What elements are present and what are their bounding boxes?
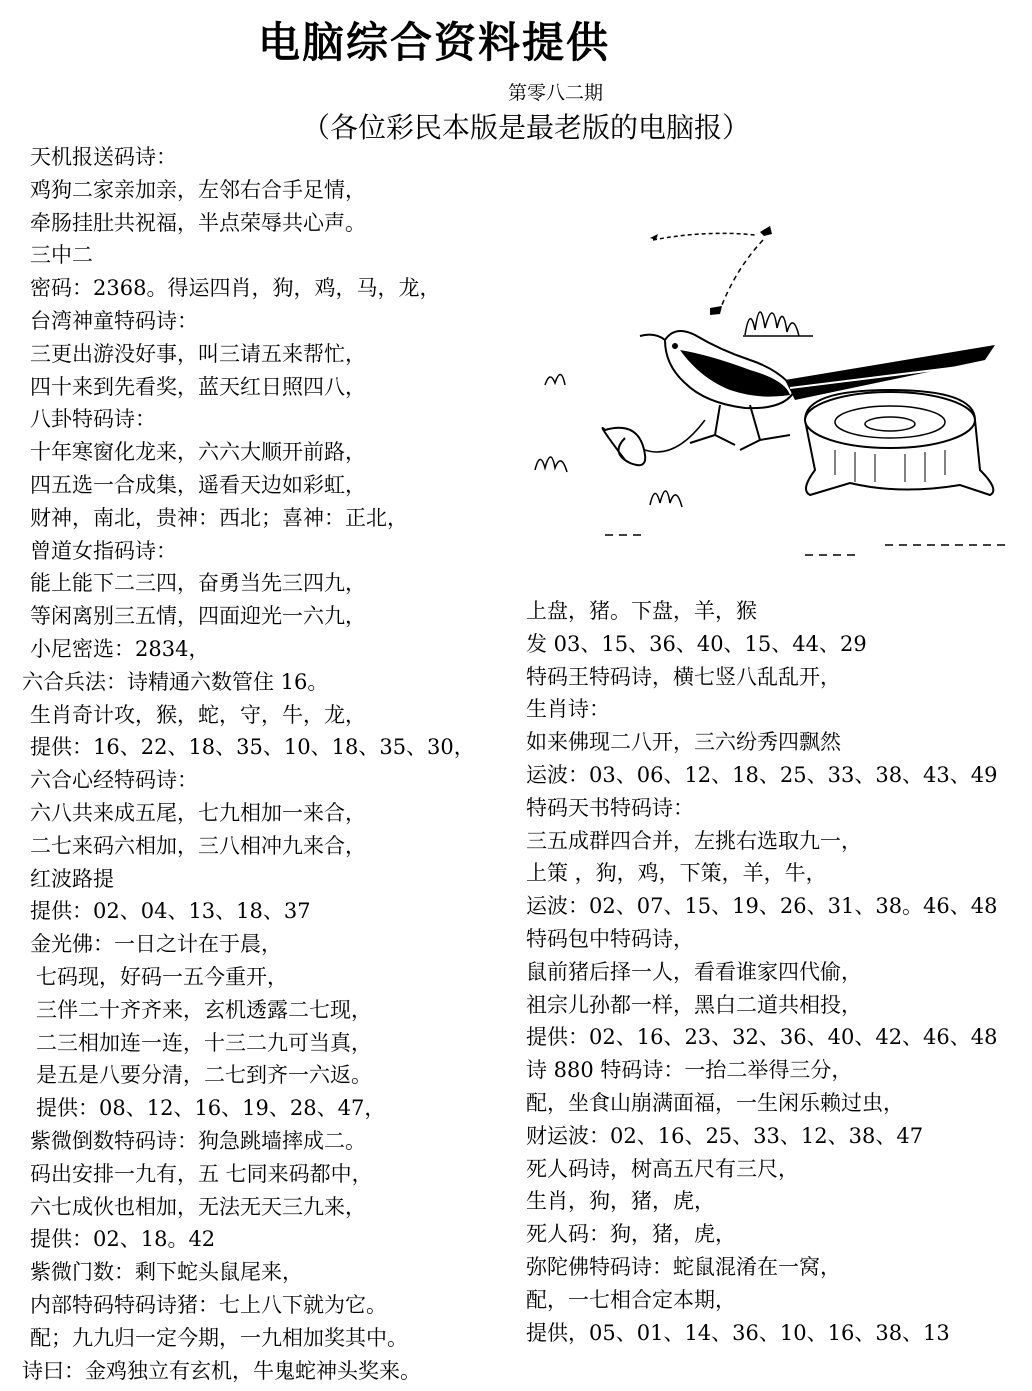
text-line: 如来佛现二八开，三六纷秀四飘然: [526, 730, 841, 755]
text-line: 内部特码特码诗猪：七上八下就为它。: [30, 1293, 387, 1317]
page-subtitle: （各位彩民本版是最老版的电脑报）: [302, 111, 751, 144]
text-line: 能上能下二三四，奋勇当先三四九，: [30, 571, 366, 596]
text-line: 生肖奇计攻，猴，蛇，守，牛，龙，: [30, 702, 366, 727]
text-line: 上盘，猪。下盘，羊，猴: [526, 599, 757, 623]
text-line: 牵肠挂肚共祝福，半点荣辱共心声。: [30, 210, 366, 235]
text-line: 提供：02、04、13、18、37: [30, 899, 311, 924]
text-line: 四十来到先看奖，蓝天红日照四八，: [30, 374, 366, 399]
text-line: 六合心经特码诗：: [30, 768, 198, 793]
text-line: 财运波：02、16、25、33、12、38、47: [526, 1123, 924, 1148]
text-line: 码出安排一九有，五 七同来码都中，: [30, 1161, 373, 1186]
text-line: 生肖诗：: [526, 697, 610, 722]
text-line: 小尼密选：2834，: [30, 637, 210, 661]
text-line: 特码王特码诗，横七竖八乱乱开，: [526, 664, 841, 689]
text-line: 四五选一合成集，遥看天边如彩虹，: [30, 473, 366, 497]
magpie-illustration: [505, 160, 1025, 585]
text-line: 鸡狗二家亲加亲，左邻右合手足情，: [30, 177, 366, 202]
text-line: 二七来码六相加，三八相冲九来合，: [30, 833, 366, 858]
text-line: 三伴二十齐齐来，玄机透露二七现，: [36, 997, 372, 1022]
text-line: 等闲离别三五情，四面迎光一六九，: [30, 604, 366, 629]
text-line: 财神，南北，贵神：西北；喜神：正北，: [30, 505, 408, 530]
text-line: 台湾神童特码诗：: [30, 309, 198, 333]
text-line: 配，一七相合定本期，: [526, 1287, 736, 1312]
text-line: 配；九九归一定今期，一九相加奖其中。: [30, 1325, 408, 1350]
text-line: 祖宗儿孙都一样，黑白二道共相投，: [526, 992, 862, 1017]
page-title: 电脑综合资料提供: [258, 18, 611, 67]
text-line: 提供，05、01、14、36、10、16、38、13: [526, 1320, 950, 1345]
text-line: 运波：02、07、15、19、26、31、38。46、48: [526, 894, 998, 919]
text-line: 天机报送码诗：: [30, 145, 177, 169]
text-line: 紫微倒数特码诗：狗急跳墙摔成二。: [30, 1129, 366, 1153]
text-line: 三中二: [30, 243, 93, 268]
text-line: 生肖，狗，猪，虎，: [526, 1189, 715, 1214]
text-line: 十年寒窗化龙来，六六大顺开前路，: [30, 440, 366, 465]
text-line: 上策 ，狗，鸡，下策，羊，牛，: [526, 861, 827, 886]
text-line: 特码包中特码诗，: [526, 927, 694, 951]
text-line: 提供：16、22、18、35、10、18、35、30，: [30, 735, 475, 760]
text-line: 六七成伙也相加，无法无天三九来，: [30, 1194, 366, 1219]
text-line: 特码天书特码诗：: [526, 795, 694, 820]
text-line: 诗曰：金鸡独立有玄机，牛鬼蛇神头奖来。: [22, 1358, 421, 1383]
text-line: 运波：03、06、12、18、25、33、38、43、49: [526, 763, 998, 787]
text-line: 鼠前猪后择一人，看看谁家四代偷，: [526, 959, 862, 984]
text-line: 红波路提: [30, 866, 114, 891]
text-line: 发 03、15、36、40、15、44、29: [526, 631, 867, 656]
text-line: 曾道女指码诗：: [30, 538, 177, 563]
text-line: 密码：2368。得运四肖，狗，鸡，马，龙，: [30, 276, 441, 301]
text-line: 八卦特码诗：: [30, 407, 156, 432]
issue-number: 第零八二期: [508, 82, 604, 104]
text-line: 三更出游没好事，叫三请五来帮忙，: [30, 341, 366, 366]
text-line: 提供：02、18。42: [30, 1227, 216, 1252]
text-line: 是五是八要分清，二七到齐一六返。: [36, 1063, 372, 1088]
text-line: 七码现，好码一五今重开，: [36, 965, 288, 989]
text-line: 死人码：狗，猪，虎，: [526, 1222, 736, 1247]
text-line: 诗 880 特码诗：一抬二举得三分，: [526, 1058, 853, 1083]
text-line: 三五成群四合并，左挑右选取九一，: [526, 828, 862, 853]
text-line: 六八共来成五尾，七九相加一来合，: [30, 801, 366, 825]
text-line: 弥陀佛特码诗：蛇鼠混淆在一窝，: [526, 1255, 841, 1279]
text-line: 六合兵法：诗精通六数管住 16。: [22, 669, 329, 694]
text-line: 二三相加连一连，十三二九可当真，: [36, 1030, 372, 1055]
text-line: 死人码诗，树高五尺有三尺，: [526, 1156, 799, 1181]
text-line: 配，坐食山崩满面福，一生闲乐赖过虫，: [526, 1091, 904, 1115]
text-line: 金光佛：一日之计在于晨，: [30, 932, 282, 957]
text-line: 提供：08、12、16、19、28、47，: [36, 1096, 386, 1121]
text-line: 提供：02、16、23、32、36、40、42、46、48: [526, 1025, 998, 1050]
text-line: 紫微门数：剩下蛇头鼠尾来，: [30, 1260, 303, 1285]
